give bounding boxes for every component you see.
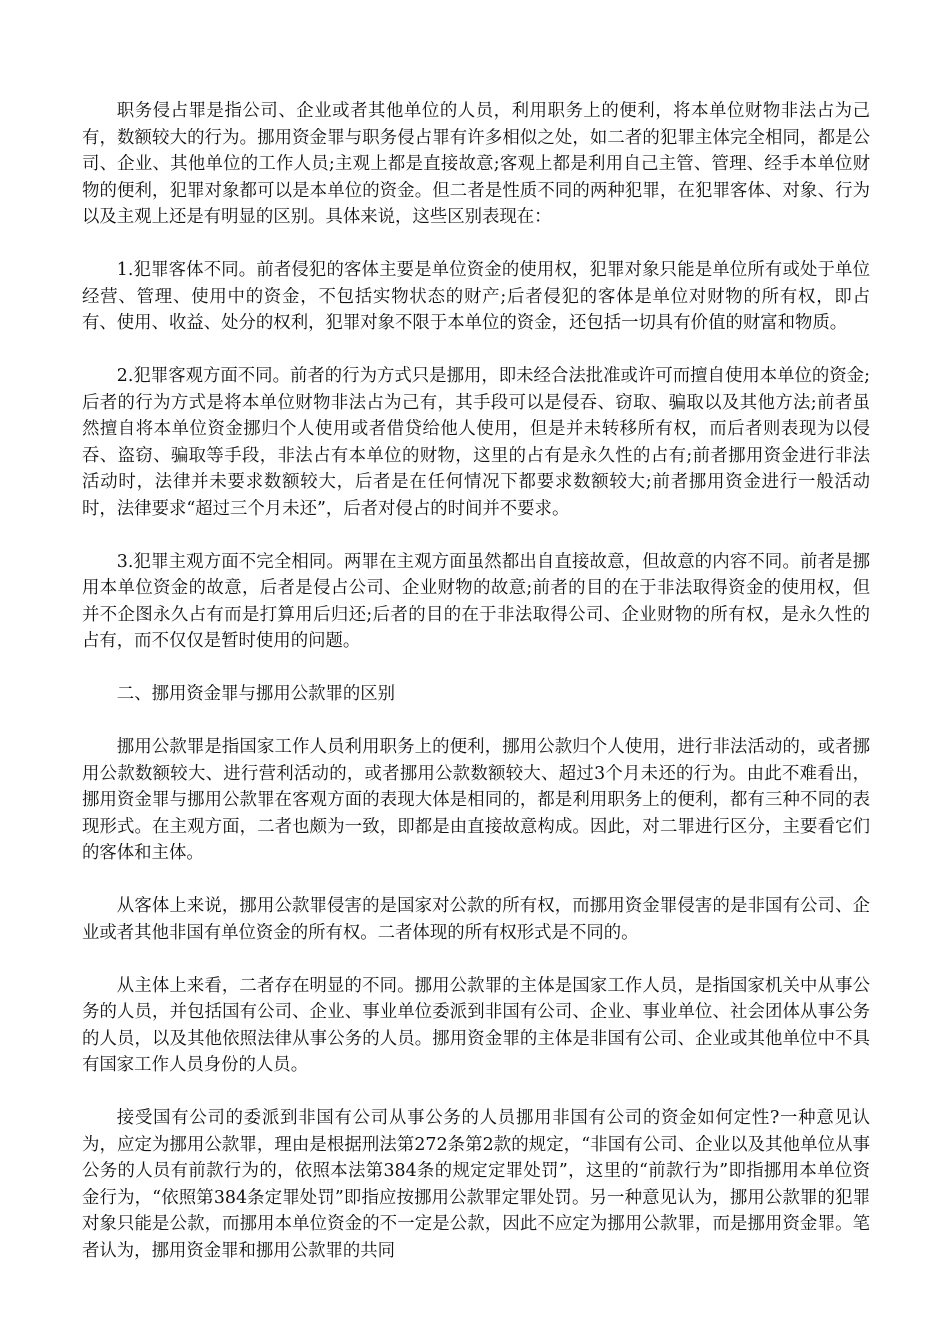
document-page: [82, 98, 870, 1264]
section-heading: 二、挪用资金罪与挪用公款罪的区别: [116, 684, 396, 704]
paragraph-point-1: 1.犯罪客体不同。前者侵犯的客体主要是单位资金的使用权，犯罪对象只能是单位所有或处于单位经营、管理、使用中的资金，不包括实物状态的财产;后者侵犯的客体是单位对财物的所有权，即占有、使用、收益、处分的权利，犯罪对象不限于本单位的资金，还包括一切具有价值的财富和物质。: [82, 260, 870, 333]
paragraph-subject: 从主体上来看，二者存在明显的不同。挪用公款罪的主体是国家工作人员，是指国家机关中从事公务的人员，并包括国有公司、企业、事业单位委派到非国有公司、企业、事业单位、社会团体从事公务的人员，以及其他依照法律从事公务的人员。挪用资金罪的主体是非国有公司、企业或其他单位中不具有国家工作人员身份的人员。: [82, 975, 870, 1075]
paragraph-definition: 挪用公款罪是指国家工作人员利用职务上的便利，挪用公款归个人使用，进行非法活动的，或者挪用公款数额较大、进行营利活动的，或者挪用公款数额较大、超过3个月未还的行为。由此不难看出，挪用资金罪与挪用公款罪在客观方面的表现大体是相同的，都是利用职务上的便利，都有三种不同的表现形式。在主观方面，二者也颇为一致，即都是由直接故意构成。因此，对二罪进行区分，主要看它们的客体和主体。: [82, 737, 870, 863]
paragraph-point-2: 2.犯罪客观方面不同。前者的行为方式只是挪用，即未经合法批准或许可而擅自使用本单位的资金;后者的行为方式是将本单位财物非法占为己有，其手段可以是侵吞、窃取、骗取以及其他方法;前者虽然擅自将本单位资金挪归个人使用或者借贷给他人使用，但是并未转移所有权，而后者则表现为以侵吞、盗窃、骗取等手段，非法占有本单位的财物，这里的占有是永久性的占有;前者挪用资金进行非法活动时，法律并未要求数额较大，后者是在任何情况下都要求数额较大;前者挪用资金进行一般活动时，法律要求“超过三个月未还”，后者对侵占的时间并不要求。: [82, 366, 870, 519]
paragraph-point-3: 3.犯罪主观方面不完全相同。两罪在主观方面虽然都出自直接故意，但故意的内容不同。前者是挪用本单位资金的故意，后者是侵占公司、企业财物的故意;前者的目的在于非法取得资金的使用权，但并不企图永久占有而是打算用后归还;后者的目的在于非法取得公司、企业财物的所有权，是永久性的占有，而不仅仅是暂时使用的问题。: [82, 551, 870, 651]
paragraph-object: 从客体上来说，挪用公款罪侵害的是国家对公款的所有权，而挪用资金罪侵害的是非国有公司、企业或者其他非国有单位资金的所有权。二者体现的所有权形式是不同的。: [82, 896, 870, 943]
paragraph-discussion: 接受国有公司的委派到非国有公司从事公务的人员挪用非国有公司的资金如何定性?一种意见认为，应定为挪用公款罪，理由是根据刑法第272条第2款的规定，“非国有公司、企业以及其他单位从事公务的人员有前款行为的，依照本法第384条的规定定罪处罚”，这里的“前款行为”即指挪用本单位资金行为，“依照第384条定罪处罚”即指应按挪用公款罪定罪处罚。另一种意见认为，挪用公款罪的犯罪对象只能是公款，而挪用本单位资金的不一定是公款，因此不应定为挪用公款罪，而是挪用资金罪。笔者认为，挪用资金罪和挪用公款罪的共同: [82, 1108, 870, 1261]
paragraph-intro: 职务侵占罪是指公司、企业或者其他单位的人员，利用职务上的便利，将本单位财物非法占为己有，数额较大的行为。挪用资金罪与职务侵占罪有许多相似之处，如二者的犯罪主体完全相同，都是公司、企业、其他单位的工作人员;主观上都是直接故意;客观上都是利用自己主管、管理、经手本单位财物的便利，犯罪对象都可以是本单位的资金。但二者是性质不同的两种犯罪，在犯罪客体、对象、行为以及主观上还是有明显的区别。具体来说，这些区别表现在：: [82, 101, 870, 227]
